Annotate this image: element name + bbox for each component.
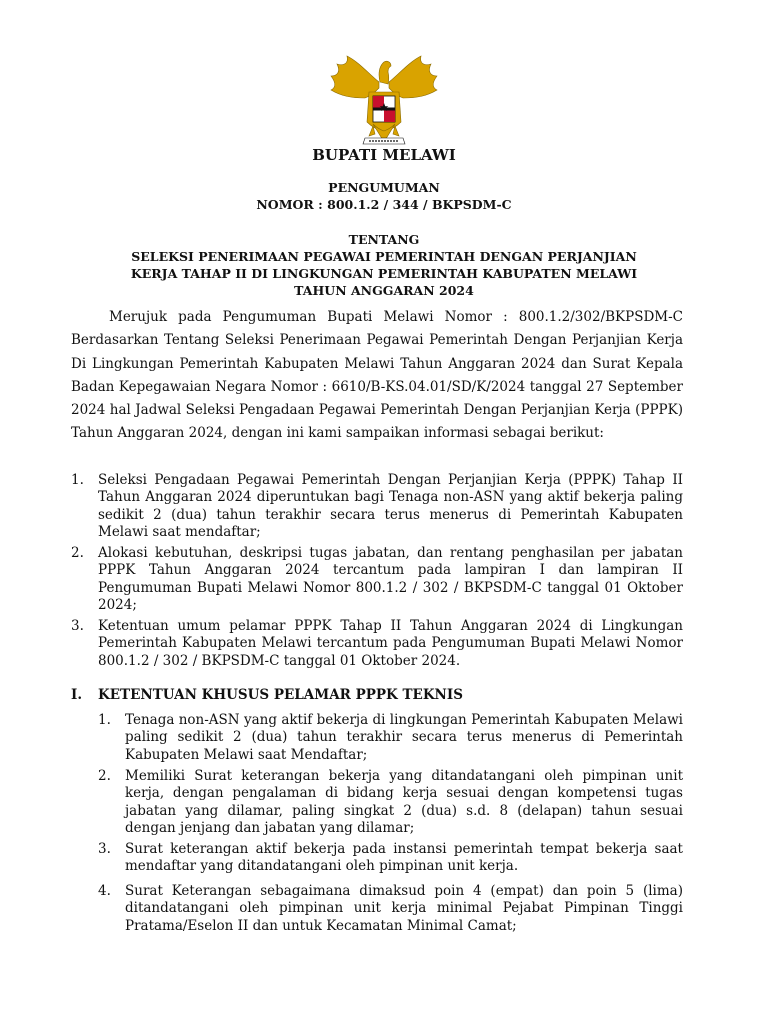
intro-text: Merujuk pada Pengumuman Bupati Melawi Nomor : 800.1.2/302/BKPSDM-C Berdasarkan Tentang Seleksi Penerimaan Pegawai Pemerintah Dengan Perjanjian Kerja Di Lingkungan Pemerintah Kabupaten Melawi Tahun Anggaran 2024 dan Surat Kepala Badan Kepegawaian Negara Nomor : 6610/B-KS.04.01/SD/K/2024 tanggal 27 September 2024 hal Jadwal Seleksi Pengadaan Pegawai Pemerintah Dengan Perjanjian Kerja (PPPK) Tahun Anggaran 2024, dengan ini kami sampaikan informasi sebagai berikut: xyxy=(71,309,683,442)
list-number: 1. xyxy=(71,472,84,488)
garuda-pancasila-emblem-icon xyxy=(329,52,439,148)
list-number: 3. xyxy=(71,618,84,634)
list-text: Ketentuan umum pelamar PPPK Tahap II Tahun Anggaran 2024 di Lingkungan Pemerintah Kabupaten Melawi tercantum pada Pengumuman Bupati Melawi Nomor 800.1.2 / 302 / BKPSDM-C tanggal 01 Oktober 2024. xyxy=(98,618,683,669)
list-text: Tenaga non-ASN yang aktif bekerja di lingkungan Pemerintah Kabupaten Melawi paling sedikit 2 (dua) tahun terakhir secara terus menerus di Pemerintah Kabupaten Melawi saat Mendaftar; xyxy=(125,712,683,763)
section-title: KETENTUAN KHUSUS PELAMAR PPPK TEKNIS xyxy=(98,687,463,703)
section-number: I. xyxy=(71,687,83,703)
main-point-2 xyxy=(71,545,683,614)
intro-paragraph xyxy=(71,306,683,446)
document-type: PENGUMUMAN xyxy=(328,180,440,195)
subject-line: TAHUN ANGGARAN 2024 xyxy=(294,283,474,298)
list-text: Alokasi kebutuhan, deskripsi tugas jabatan, dan rentang penghasilan per jabatan PPPK Tahun Anggaran 2024 tercantum pada lampiran I dan lampiran II Pengumuman Bupati Melawi Nomor 800.1.2 / 302 / BKPSDM-C tanggal 01 Oktober 2024; xyxy=(98,545,683,613)
section-heading xyxy=(71,687,683,703)
list-text: Surat keterangan aktif bekerja pada instansi pemerintah tempat bekerja saat mendaftar yang ditandatangani oleh pimpinan unit kerja. xyxy=(125,841,683,875)
list-number: 2. xyxy=(98,768,111,784)
subject-line: SELEKSI PENERIMAAN PEGAWAI PEMERINTAH DENGAN PERJANJIAN xyxy=(131,249,637,264)
main-point-3 xyxy=(71,618,683,670)
subject-about: TENTANG xyxy=(348,232,420,247)
list-number: 4. xyxy=(98,883,111,899)
list-text: Surat Keterangan sebagaimana dimaksud poin 4 (empat) dan poin 5 (lima) ditandatangani oleh pimpinan unit kerja minimal Pejabat Pimpinan Tinggi Pratama/Eselon II dan untuk Kecamatan Minimal Camat; xyxy=(125,883,683,934)
document-heading xyxy=(60,179,708,213)
list-number: 1. xyxy=(98,712,111,728)
section-item-4 xyxy=(98,883,683,935)
official-title: BUPATI MELAWI xyxy=(312,146,456,164)
list-number: 2. xyxy=(71,545,84,561)
subject-line: KERJA TAHAP II DI LINGKUNGAN PEMERINTAH KABUPATEN MELAWI xyxy=(130,266,638,281)
main-point-1 xyxy=(71,472,683,541)
list-number: 3. xyxy=(98,841,111,857)
document-number: NOMOR : 800.1.2 / 344 / BKPSDM-C xyxy=(256,197,512,212)
list-text: Seleksi Pengadaan Pegawai Pemerintah Dengan Perjanjian Kerja (PPPK) Tahap II Tahun Anggaran 2024 diperuntukan bagi Tenaga non-ASN yang aktif bekerja paling sedikit 2 (dua) tahun terakhir secara terus menerus di Pemerintah Kabupaten Melawi saat mendaftar; xyxy=(98,472,683,540)
list-text: Memiliki Surat keterangan bekerja yang ditandatangani oleh pimpinan unit kerja, dengan pengalaman di bidang kerja sesuai dengan kompetensi tugas jabatan yang dilamar, paling singkat 2 (dua) s.d. 8 (delapan) tahun sesuai dengan jenjang dan jabatan yang dilamar; xyxy=(125,768,683,836)
section-item-2 xyxy=(98,768,683,837)
section-item-1 xyxy=(98,712,683,764)
section-item-3 xyxy=(98,841,683,876)
document-subject xyxy=(60,231,708,299)
